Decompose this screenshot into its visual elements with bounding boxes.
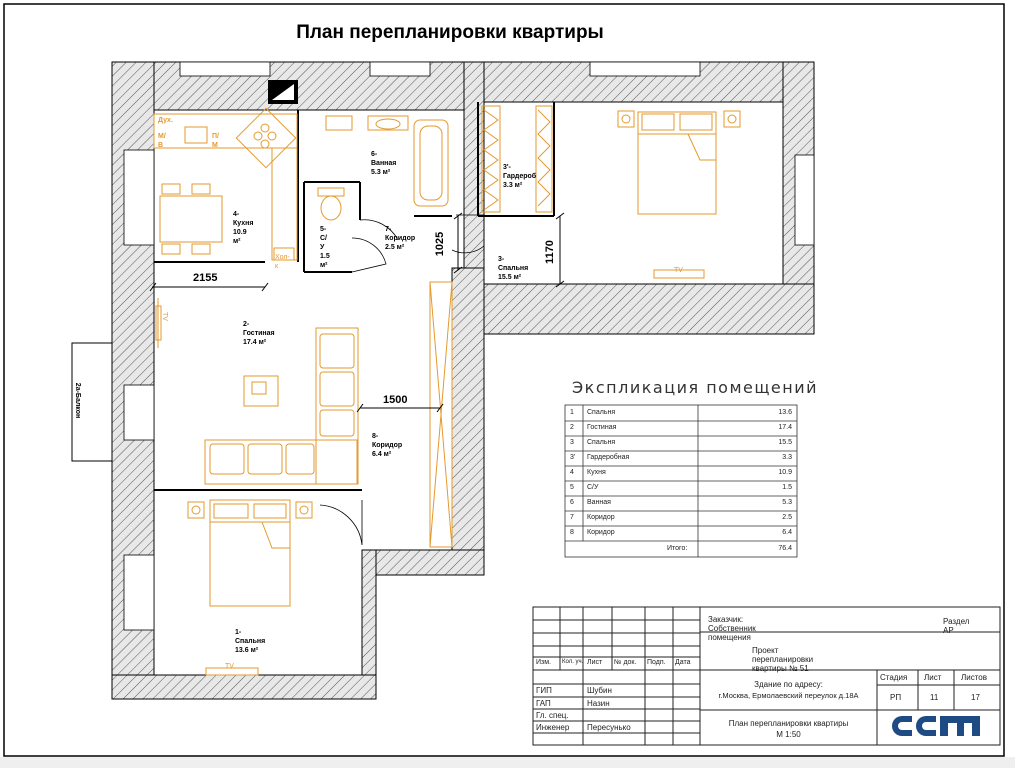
- room-bedroom-3: 3-Спальня 15.5 м²: [498, 256, 529, 281]
- kitchen-mark-oven: Дух.: [158, 117, 173, 124]
- room-kitchen: 4-Кухня 10.9 м²: [233, 211, 254, 245]
- room-wc: 5-С/У 1.5 м²: [320, 226, 330, 269]
- explication-title: Экспликация помещений: [572, 378, 819, 397]
- room-bedroom-1: 1-Спальня 13.6 м²: [235, 629, 266, 654]
- tv-label-bedroom3: TV: [674, 267, 683, 274]
- room-wardrobe: 3'-Гардероб 3.3 м²: [503, 164, 537, 189]
- kitchen-mark-fridge: Хол-к: [275, 254, 290, 270]
- tv-label-living: TV: [160, 312, 168, 321]
- tv-label-bedroom1: TV: [225, 663, 234, 670]
- wall-bedroom1-right: [362, 550, 376, 684]
- ccm-logo: [892, 713, 984, 739]
- stamp-stage: РП: [890, 693, 902, 702]
- bottom-strip: [0, 757, 1015, 768]
- stamp-section: Раздел АР: [943, 617, 970, 635]
- wall-bottom-left: [112, 675, 376, 699]
- stamp-project: Проект перепланировки квартиры № 51: [752, 646, 814, 673]
- drawing-sheet: План перепланировки квартиры 4-Кухня 10.9 м² 6-Ванная 5.3 м² 5-С/У 1.5 м² 7-Коридор 2.5 м² 3'-Гардероб 3.3 м² 3-Спальня 15.5 м² 2-Гостиная 17.4 м² 8-Коридор 6.4 м² 1-Спальня 13.6 м² 2а-Балкон Дух. М/В П/М Хол-к TV TV TV 2155 1500 1025 1170 Экспликация помещений 1 Спальня 13.6 2 Гостиная 17.4 3 Спальня 15.5 3' Гардеробная 3.3 4 Кухня 10.9 5 С/У 1.5 6 Ванная 5.3 7 Коридор 2.5 8 Коридор 6.4 Итого: 76.4 Заказчик: Собственник помещения Раздел АР Проект перепланировки квартиры № 51 Изм. Кол. уч. Лист № док. Подп. Дата ГИП Шубин ГАП Назин Гл. спец. Инженер Пересунько Здание по адресу: г.Москва, Ермолаевский переулок д.18А Стадия Лист Листов РП 11 17 План перепланировки квартиры М 1:50: [0, 0, 1015, 768]
- stamp-sheets: 17: [971, 693, 980, 702]
- wall-top-center: [464, 62, 484, 284]
- drawing-title: План перепланировки квартиры: [296, 22, 604, 43]
- dim-1500: 1500: [383, 394, 408, 406]
- stamp-sheet: 11: [930, 693, 939, 702]
- room-living: 2-Гостиная 17.4 м²: [243, 321, 275, 346]
- wall-step-top: [362, 550, 484, 575]
- room-bathroom: 6-Ванная 5.3 м²: [371, 151, 397, 176]
- dim-2155: 2155: [193, 272, 218, 284]
- wall-corridor-right: [452, 268, 484, 558]
- wall-bottom-right: [484, 284, 814, 334]
- dim-1170: 1170: [543, 240, 556, 264]
- stamp-stage-header: Стадия: [880, 673, 908, 682]
- room-corridor-7: 7-Коридор 2.5 м²: [385, 226, 416, 251]
- stamp-customer: Заказчик: Собственник помещения: [708, 615, 756, 642]
- dim-1025: 1025: [434, 231, 447, 257]
- stamp-address: Здание по адресу: г.Москва, Ермолаевский переулок д.18А: [718, 680, 859, 700]
- stamp-sheets-header: Листов: [961, 673, 987, 682]
- stamp-plan-name: План перепланировки квартиры М 1:50: [728, 719, 849, 739]
- kitchen-mark-microwave: М/В: [158, 133, 166, 149]
- kitchen-mark-dishwasher: П/М: [212, 133, 219, 149]
- room-corridor-8: 8-Коридор 6.4 м²: [372, 433, 403, 458]
- stamp-sheet-header: Лист: [924, 673, 942, 682]
- room-balcony: 2а-Балкон: [74, 382, 82, 419]
